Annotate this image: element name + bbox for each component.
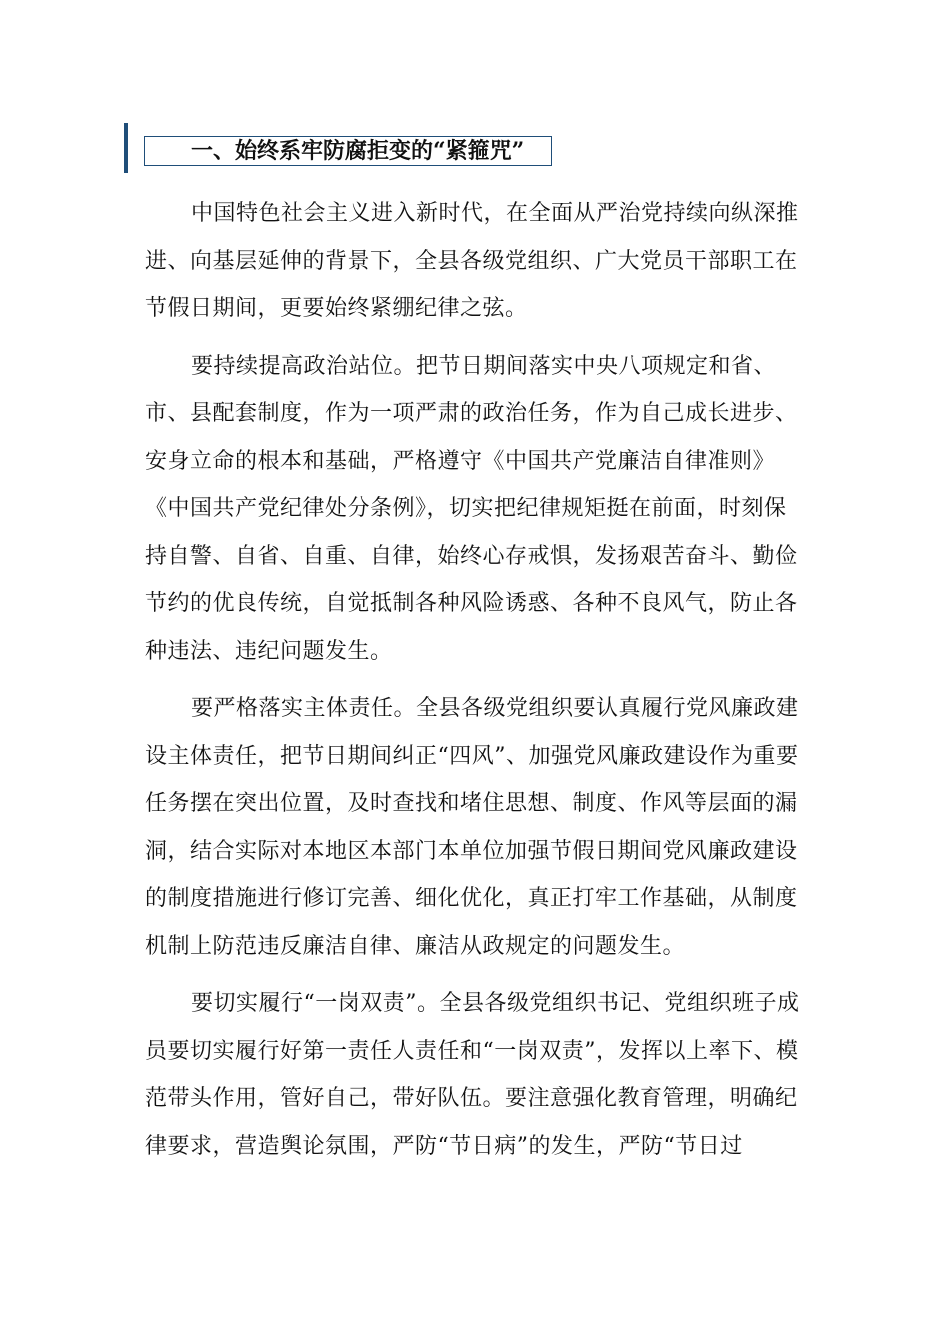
paragraph-3: 要严格落实主体责任。全县各级党组织要认真履行党风廉政建设主体责任，把节日期间纠正“四风”、加强党风廉政建设作为重要任务摆在突出位置，及时查找和堵住思想、制度、作风等层面的漏洞，结合实际对本地区本部门本单位加强节假日期间党风廉政建设的制度措施进行修订完善、细化优化，真正打牢工作基础，从制度机制上防范违反廉洁自律、廉洁从政规定的问题发生。 (145, 696, 799, 959)
section-heading (124, 123, 564, 173)
heading-box (144, 136, 552, 166)
heading-accent-bar (124, 123, 128, 173)
section-heading-text: 一、始终系牢防腐拒变的“紧箍咒” (191, 138, 525, 164)
paragraph-1: 中国特色社会主义进入新时代，在全面从严治党持续向纵深推进、向基层延伸的背景下，全县各级党组织、广大党员干部职工在节假日期间，更要始终紧绷纪律之弦。 (145, 201, 799, 321)
body-text (145, 190, 805, 1180)
paragraph-4: 要切实履行“一岗双责”。全县各级党组织书记、党组织班子成员要切实履行好第一责任人责任和“一岗双责”，发挥以上率下、模范带头作用，管好自己，带好队伍。要注意强化教育管理，明确纪律要求，营造舆论氛围，严防“节日病”的发生，严防“节日过 (145, 991, 800, 1159)
paragraph-2: 要持续提高政治站位。把节日期间落实中央八项规定和省、市、县配套制度，作为一项严肃的政治任务，作为自己成长进步、安身立命的根本和基础，严格遵守《中国共产党廉洁自律准则》《中国共产党纪律处分条例》，切实把纪律规矩挺在前面，时刻保持自警、自省、自重、自律，始终心存戒惧，发扬艰苦奋斗、勤俭节约的优良传统，自觉抵制各种风险诱惑、各种不良风气，防止各种违法、违纪问题发生。 (145, 353, 798, 664)
